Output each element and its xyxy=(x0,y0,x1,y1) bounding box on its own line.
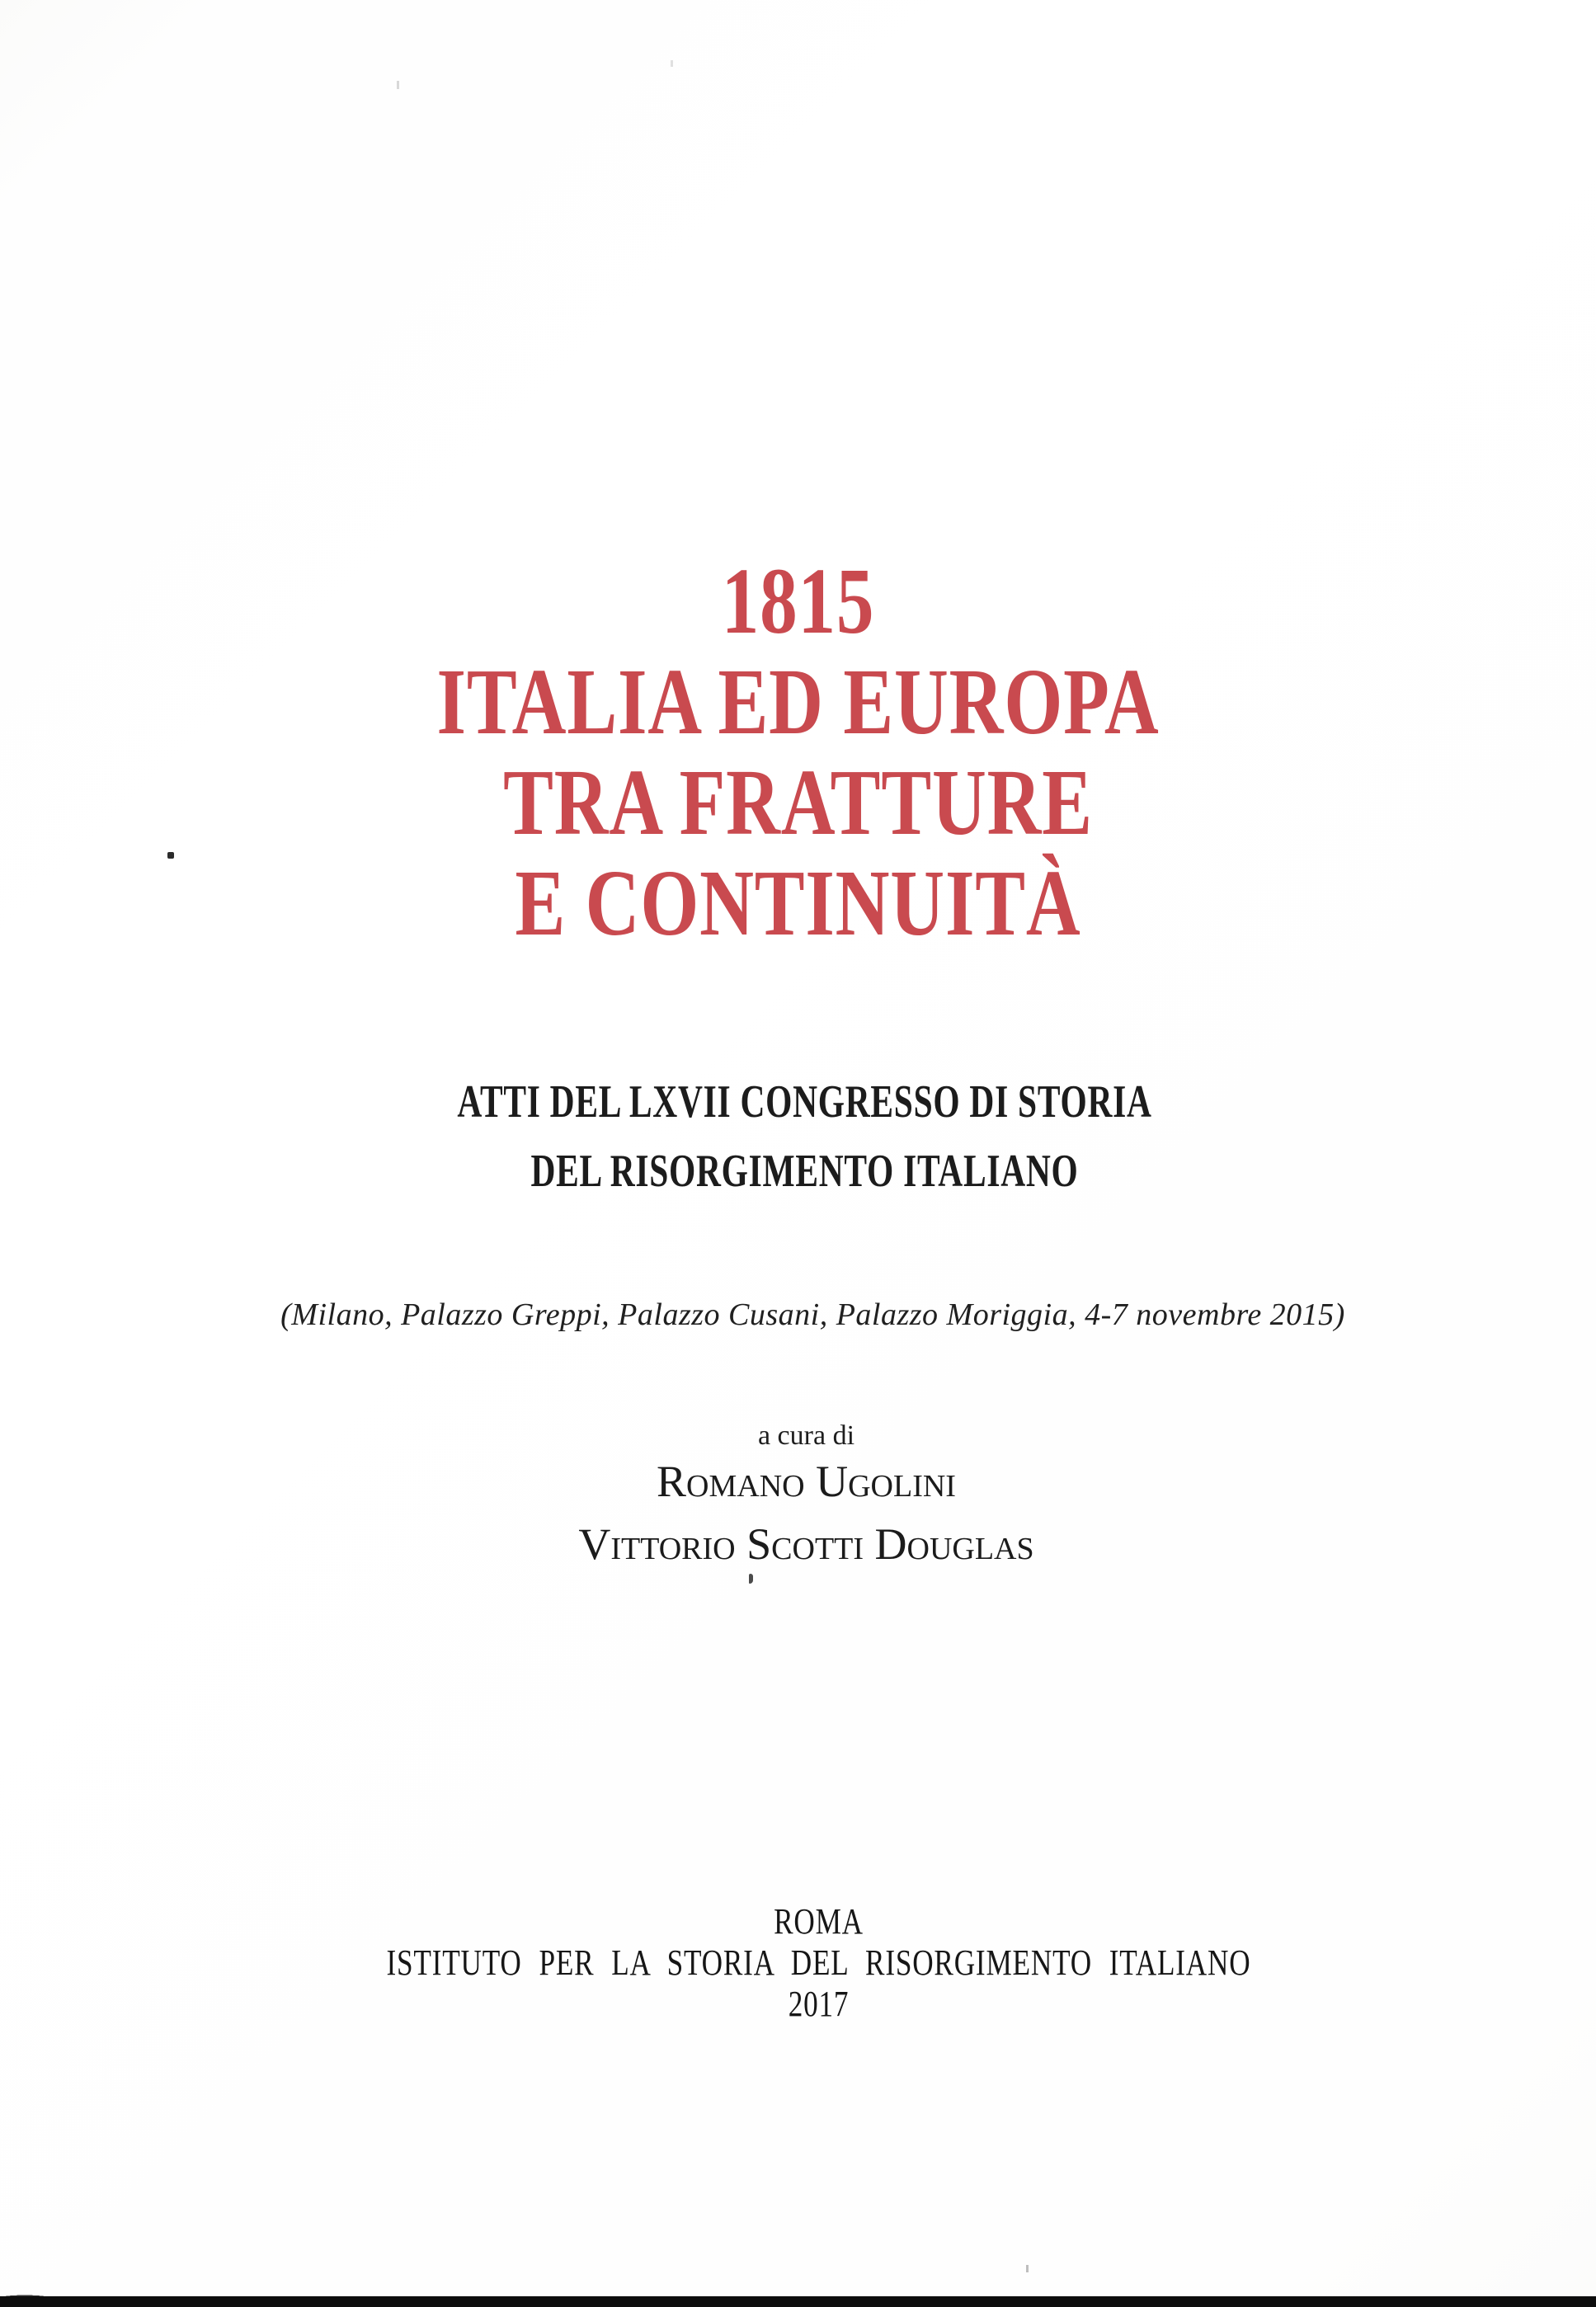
scan-speck xyxy=(749,1574,753,1584)
scan-edge-bar xyxy=(0,2296,1596,2307)
congress-subtitle-line-1: ATTI DEL LXVII CONGRESSO DI STORIA xyxy=(457,1076,1152,1128)
edited-by-label: a cura di xyxy=(757,1420,855,1451)
venue-date-line: (Milano, Palazzo Greppi, Palazzo Cusani, Palazzo Moriggia, 4-7 novembre 2015) xyxy=(280,1297,1345,1332)
scan-speck xyxy=(671,60,673,67)
imprint-block xyxy=(181,1901,1457,2025)
book-title-line-2: ITALIA ED EUROPA xyxy=(436,648,1160,754)
congress-subtitle-line-2: DEL RISORGIMENTO ITALIANO xyxy=(530,1146,1079,1197)
book-title-line-4: E CONTINUITÀ xyxy=(515,850,1081,955)
editor-name: Vittorio Scotti Douglas xyxy=(578,1519,1034,1569)
book-title-line-3: TRA FRATTURE xyxy=(503,749,1093,855)
imprint-city: ROMA xyxy=(774,1901,864,1942)
scan-speck xyxy=(167,852,174,859)
scan-speck xyxy=(397,81,399,89)
book-title xyxy=(160,551,1437,953)
scan-speck xyxy=(1026,2265,1029,2272)
imprint-publisher: ISTITUTO PER LA STORIA DEL RISORGIMENTO ITALIANO xyxy=(386,1942,1251,1983)
editors-list xyxy=(8,1450,1596,1575)
imprint-year: 2017 xyxy=(788,1984,850,2024)
editor-name: Romano Ugolini xyxy=(657,1457,956,1506)
congress-subtitle xyxy=(214,1067,1396,1206)
book-title-year: 1815 xyxy=(721,549,875,653)
